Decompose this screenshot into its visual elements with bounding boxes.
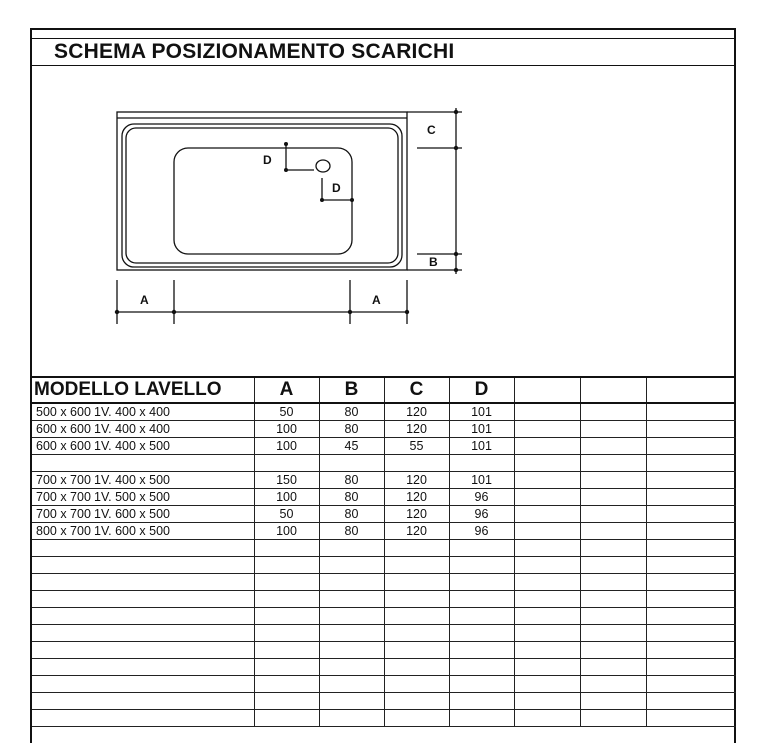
header-empty-3 bbox=[646, 378, 736, 403]
value-a: 100 bbox=[254, 438, 319, 455]
value-c: 120 bbox=[384, 506, 449, 523]
table-row-empty bbox=[32, 574, 736, 591]
table-row-empty bbox=[32, 693, 736, 710]
sink-drawing bbox=[32, 66, 736, 378]
header-empty-2 bbox=[580, 378, 646, 403]
value-d: 96 bbox=[449, 506, 514, 523]
table-row-empty bbox=[32, 625, 736, 642]
label-d-top: D bbox=[263, 153, 272, 167]
spec-sheet bbox=[30, 28, 736, 743]
table-row-empty bbox=[32, 591, 736, 608]
table-row bbox=[32, 403, 736, 421]
value-d: 101 bbox=[449, 472, 514, 489]
table-row-empty bbox=[32, 676, 736, 693]
label-a-right: A bbox=[372, 293, 381, 307]
value-d: 101 bbox=[449, 438, 514, 455]
value-a: 50 bbox=[254, 403, 319, 421]
model-cell: 600 x 600 1V. 400 x 400 bbox=[32, 421, 254, 438]
value-b: 80 bbox=[319, 421, 384, 438]
table-row bbox=[32, 506, 736, 523]
page-title: SCHEMA POSIZIONAMENTO SCARICHI bbox=[54, 40, 455, 63]
value-b: 80 bbox=[319, 523, 384, 540]
value-b: 80 bbox=[319, 403, 384, 421]
value-b: 45 bbox=[319, 438, 384, 455]
label-a-left: A bbox=[140, 293, 149, 307]
model-cell: 800 x 700 1V. 600 x 500 bbox=[32, 523, 254, 540]
value-d: 101 bbox=[449, 403, 514, 421]
value-d: 96 bbox=[449, 523, 514, 540]
drain-position-diagram bbox=[32, 66, 734, 378]
value-c: 120 bbox=[384, 403, 449, 421]
table-row-empty bbox=[32, 659, 736, 676]
header-d: D bbox=[449, 378, 514, 403]
drain-hole bbox=[316, 160, 330, 172]
value-d: 96 bbox=[449, 489, 514, 506]
header-empty-1 bbox=[514, 378, 580, 403]
model-cell: 700 x 700 1V. 500 x 500 bbox=[32, 489, 254, 506]
value-b: 80 bbox=[319, 472, 384, 489]
value-d: 101 bbox=[449, 421, 514, 438]
value-c: 120 bbox=[384, 489, 449, 506]
value-c: 120 bbox=[384, 523, 449, 540]
model-cell: 500 x 600 1V. 400 x 400 bbox=[32, 403, 254, 421]
value-a: 50 bbox=[254, 506, 319, 523]
table-row bbox=[32, 489, 736, 506]
title-bar bbox=[32, 38, 734, 66]
drain-spec-table bbox=[32, 378, 736, 727]
sink-rim bbox=[122, 124, 402, 267]
table-row-empty bbox=[32, 608, 736, 625]
table-row-spacer bbox=[32, 455, 736, 472]
sink-outline bbox=[117, 112, 407, 270]
value-a: 100 bbox=[254, 523, 319, 540]
value-c: 55 bbox=[384, 438, 449, 455]
table-row bbox=[32, 438, 736, 455]
model-cell: 600 x 600 1V. 400 x 500 bbox=[32, 438, 254, 455]
header-a: A bbox=[254, 378, 319, 403]
table-header-row bbox=[32, 378, 736, 403]
value-c: 120 bbox=[384, 421, 449, 438]
value-c: 120 bbox=[384, 472, 449, 489]
model-cell: 700 x 700 1V. 400 x 500 bbox=[32, 472, 254, 489]
table-row-empty bbox=[32, 642, 736, 659]
value-b: 80 bbox=[319, 506, 384, 523]
table-row bbox=[32, 523, 736, 540]
table-row-empty bbox=[32, 557, 736, 574]
label-d-right: D bbox=[332, 181, 341, 195]
value-a: 100 bbox=[254, 489, 319, 506]
value-a: 100 bbox=[254, 421, 319, 438]
header-b: B bbox=[319, 378, 384, 403]
value-b: 80 bbox=[319, 489, 384, 506]
header-c: C bbox=[384, 378, 449, 403]
table-row bbox=[32, 421, 736, 438]
model-cell: 700 x 700 1V. 600 x 500 bbox=[32, 506, 254, 523]
table-row-empty bbox=[32, 540, 736, 557]
table-row-empty bbox=[32, 710, 736, 727]
table-row bbox=[32, 472, 736, 489]
header-model: MODELLO LAVELLO bbox=[32, 378, 254, 403]
value-a: 150 bbox=[254, 472, 319, 489]
label-b: B bbox=[429, 255, 438, 269]
label-c: C bbox=[427, 123, 436, 137]
